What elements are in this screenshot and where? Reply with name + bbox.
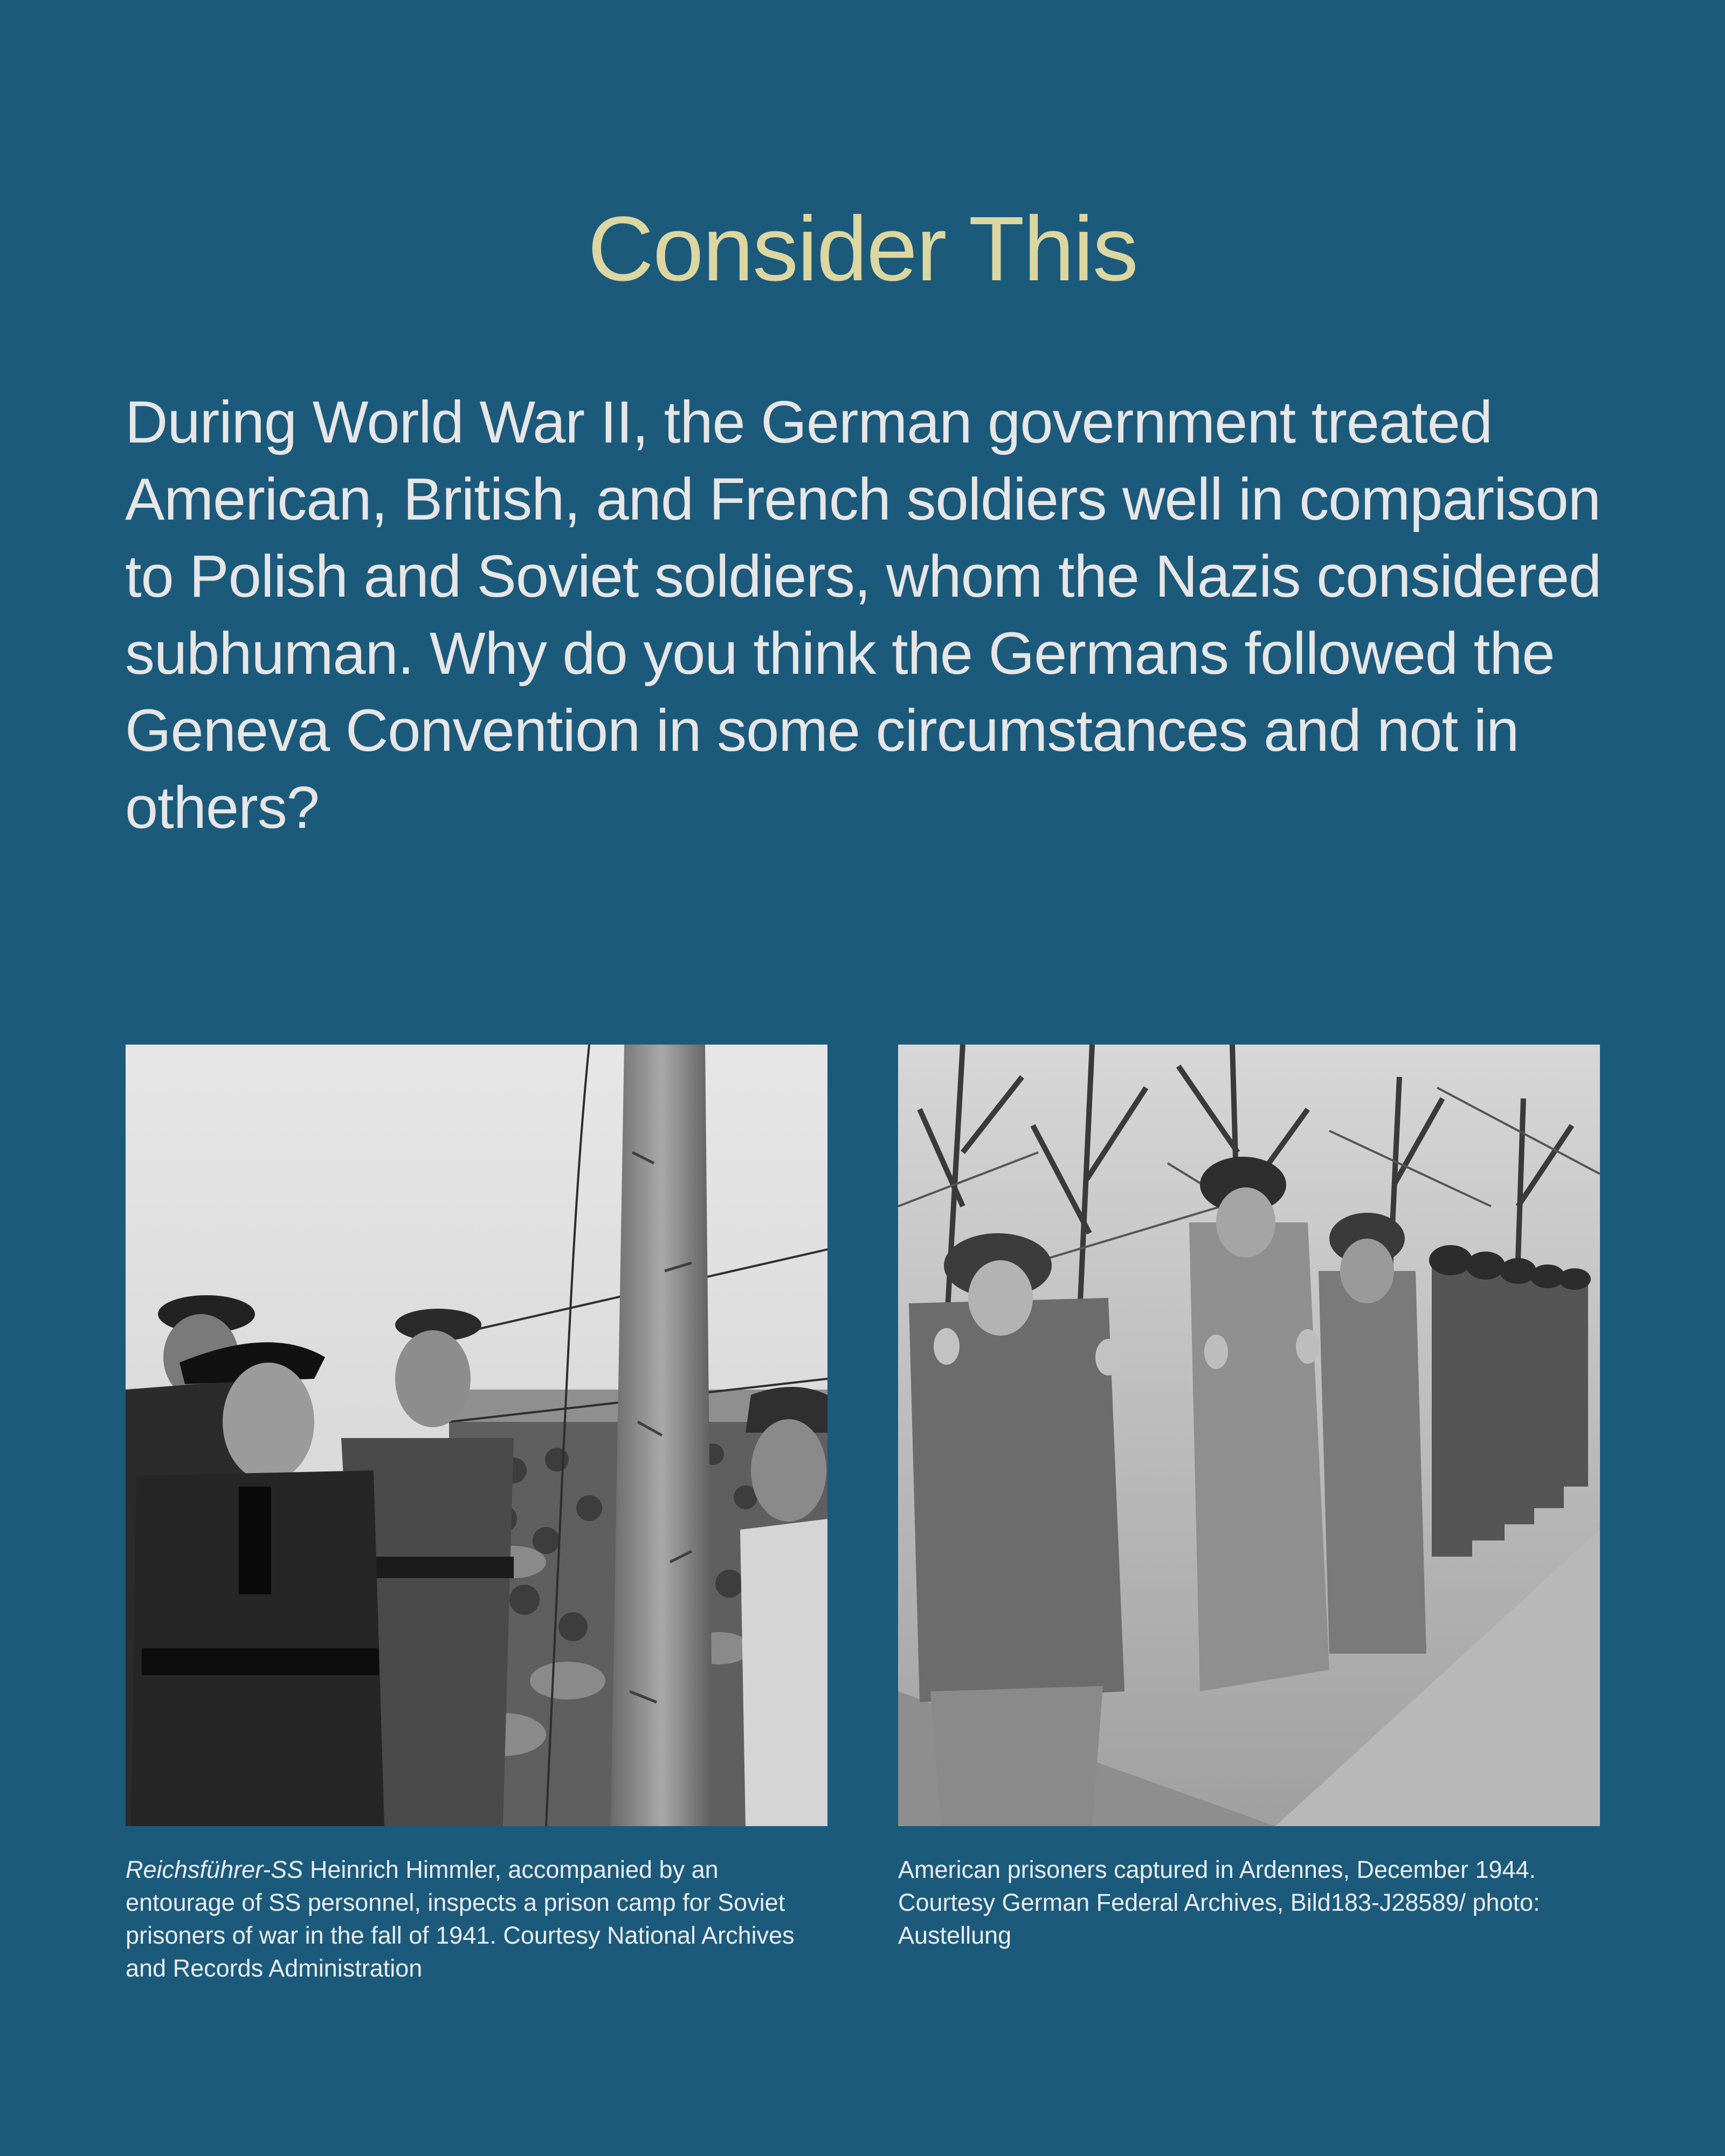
photo-caption-himmler (126, 1853, 826, 1985)
caption-title-italic: Reichsführer-SS (126, 1856, 303, 1883)
caption-text: American prisoners captured in Ardennes, December 1944. Courtesy German Federal Archives, Bild183-J28589/ photo: Austellung (898, 1856, 1540, 1949)
himmler-prison-camp-photo (126, 1045, 827, 1826)
discussion-question: During World War II, the German government treated American, British, and French soldiers well in comparison to Polish and Soviet soldiers, whom the Nazis considered subhuman. Why do you think the Germans followed the Geneva Convention in some circumstances and not in others? (125, 389, 1602, 841)
caption-text: Heinrich Himmler, accompanied by an entourage of SS personnel, inspects a prison camp for Soviet prisoners of war in the fall of 1941. Courtesy National Archives and Records Administration (126, 1856, 795, 1982)
page-title: Consider This (588, 197, 1137, 300)
photo-caption-american-prisoners (898, 1853, 1599, 1952)
american-prisoners-ardennes-photo (898, 1045, 1600, 1826)
